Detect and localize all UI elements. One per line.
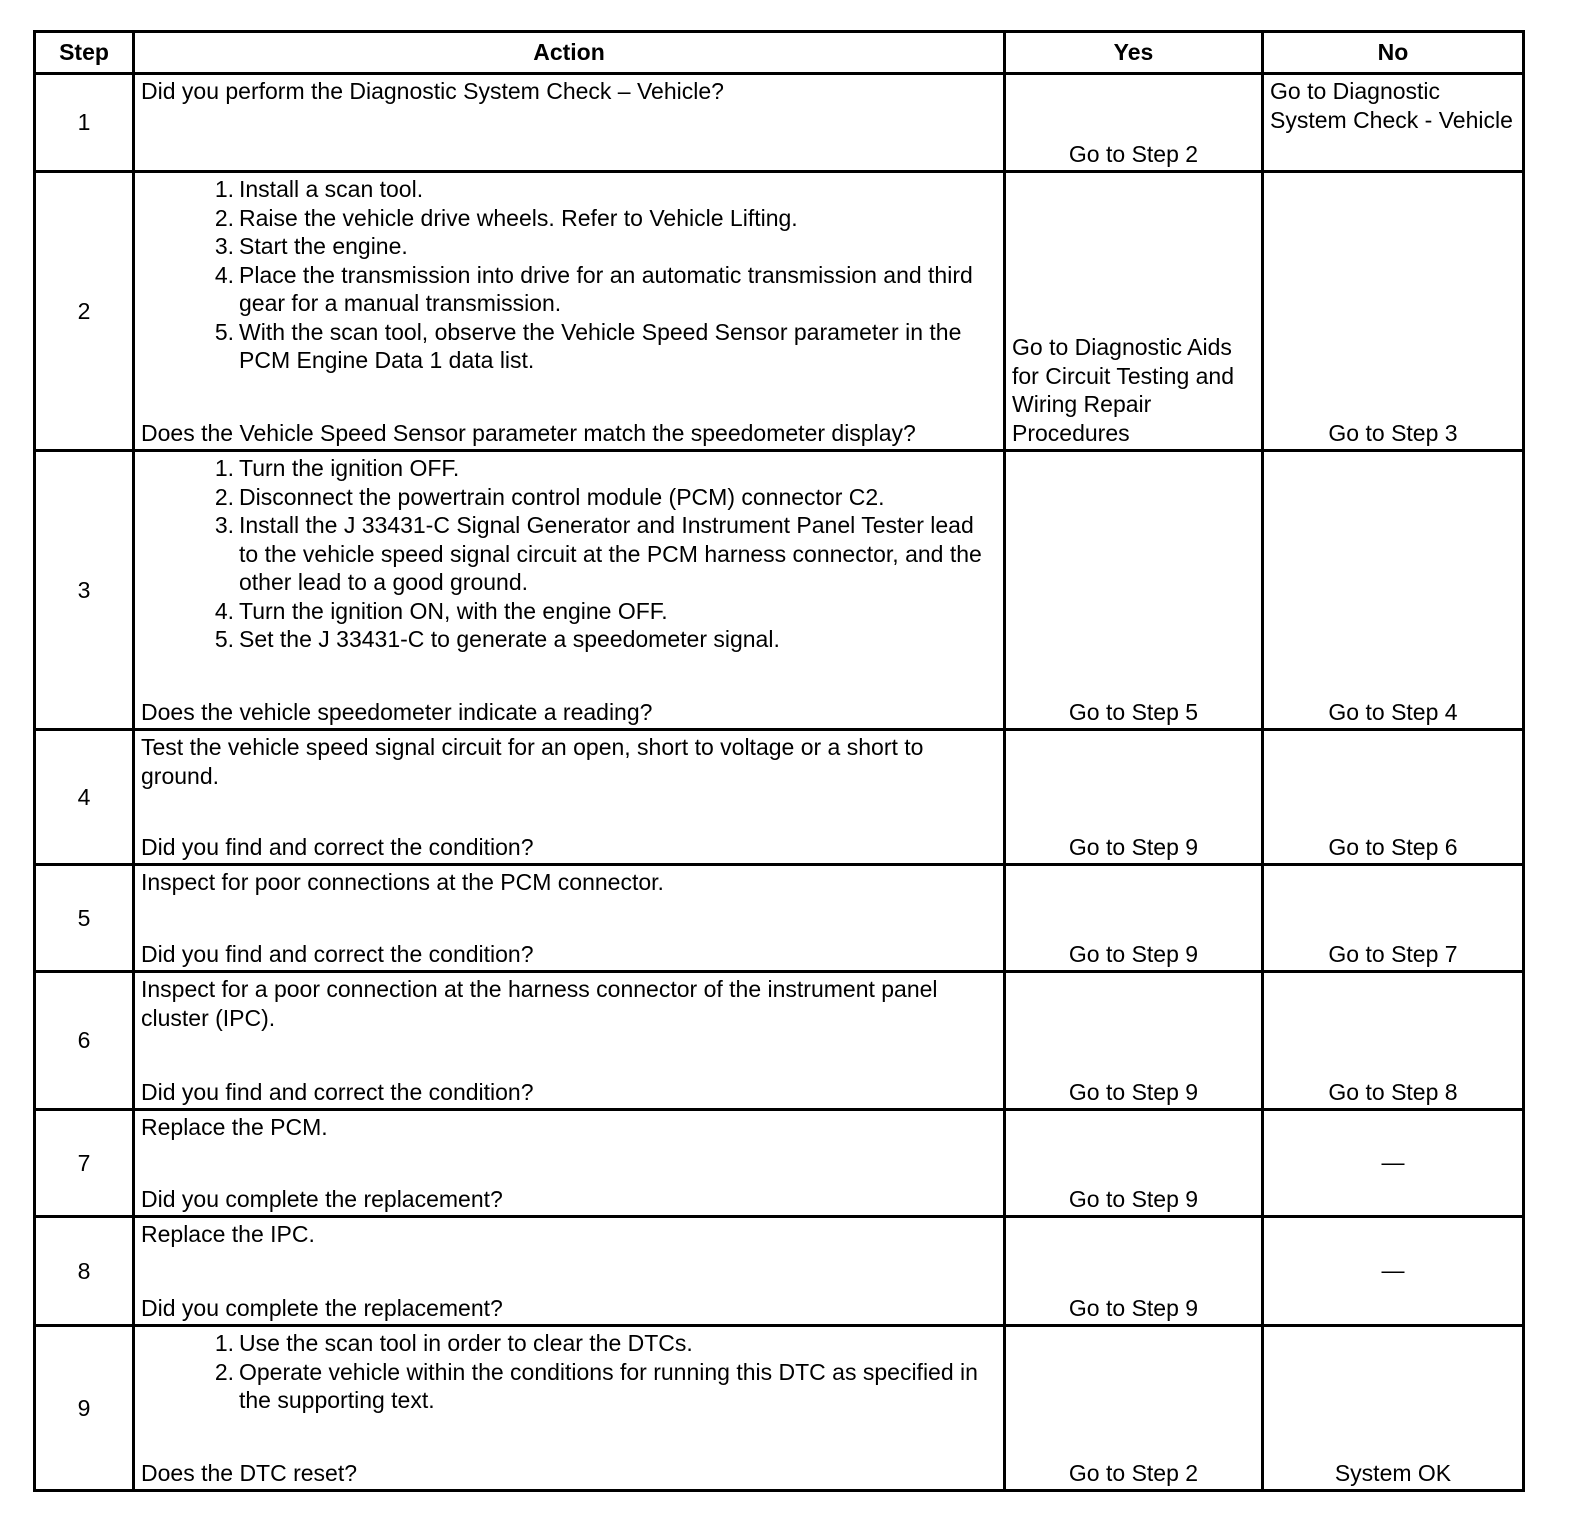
action-step-text: Operate vehicle within the conditions for running this DTC as specified in the supporting text. <box>239 1358 978 1413</box>
action-content <box>141 454 997 726</box>
action-step-number: 1. <box>214 455 234 481</box>
table-row <box>35 1217 1524 1326</box>
yes-result: Go to Step 9 <box>1005 1217 1263 1326</box>
yes-result: Go to Diagnostic Aids for Circuit Testing and Wiring Repair Procedures <box>1005 172 1263 451</box>
action-cell <box>134 74 1005 172</box>
action-instruction: Did you perform the Diagnostic System Check – Vehicle? <box>141 78 724 104</box>
action-step-text: Set the J 33431-C to generate a speedometer signal. <box>239 626 780 652</box>
action-step-item <box>141 483 997 512</box>
action-cell <box>134 451 1005 730</box>
action-question: Did you find and correct the condition? <box>141 1078 534 1105</box>
action-cell <box>134 1217 1005 1326</box>
action-step-number: 1. <box>214 176 234 202</box>
action-step-item <box>141 1358 997 1415</box>
action-content <box>141 733 997 861</box>
step-number: 2 <box>35 172 134 451</box>
action-step-text: Start the engine. <box>239 233 408 259</box>
yes-result: Go to Step 2 <box>1005 1326 1263 1491</box>
action-step-item <box>141 511 997 597</box>
yes-result: Go to Step 9 <box>1005 730 1263 865</box>
diagnostic-table <box>33 30 1525 1492</box>
action-step-text: Turn the ignition OFF. <box>239 455 460 481</box>
header-action: Action <box>134 32 1005 74</box>
action-step-text: Install the J 33431-C Signal Generator and Instrument Panel Tester lead to the vehicle speed signal circuit at the PCM harness connector, and the other lead to a good ground. <box>239 512 982 595</box>
action-step-text: With the scan tool, observe the Vehicle Speed Sensor parameter in the PCM Engine Data 1 data list. <box>239 318 962 373</box>
action-question: Does the Vehicle Speed Sensor parameter match the speedometer display? <box>141 419 916 446</box>
action-cell <box>134 865 1005 972</box>
action-content <box>141 77 997 168</box>
action-content <box>141 1220 997 1322</box>
action-step-text: Install a scan tool. <box>239 176 424 202</box>
action-step-number: 5. <box>214 318 234 345</box>
table-row <box>35 74 1524 172</box>
action-step-item <box>141 625 997 654</box>
action-instruction: Test the vehicle speed signal circuit for an open, short to voltage or a short to ground. <box>141 734 924 789</box>
action-step-item <box>141 175 997 204</box>
step-number: 9 <box>35 1326 134 1491</box>
action-step-number: 3. <box>214 512 234 538</box>
step-number: 3 <box>35 451 134 730</box>
header-yes: Yes <box>1005 32 1263 74</box>
action-step-number: 2. <box>214 483 234 510</box>
action-instruction: Replace the IPC. <box>141 1221 315 1247</box>
action-step-item <box>141 232 997 261</box>
header-step: Step <box>35 32 134 74</box>
action-step-text: Use the scan tool in order to clear the DTCs. <box>239 1330 693 1356</box>
no-result: — <box>1263 1110 1524 1217</box>
action-cell <box>134 1326 1005 1491</box>
action-content <box>141 1329 997 1487</box>
action-step-number: 3. <box>214 233 234 259</box>
action-step-number: 2. <box>214 1358 234 1385</box>
table-row <box>35 972 1524 1110</box>
action-cell <box>134 972 1005 1110</box>
step-number: 4 <box>35 730 134 865</box>
action-step-text: Raise the vehicle drive wheels. Refer to Vehicle Lifting. <box>239 204 798 231</box>
action-content <box>141 1113 997 1213</box>
table-row <box>35 730 1524 865</box>
table-row <box>35 1110 1524 1217</box>
action-question: Did you find and correct the condition? <box>141 833 534 860</box>
yes-result: Go to Step 9 <box>1005 972 1263 1110</box>
action-step-item <box>141 204 997 233</box>
action-content <box>141 175 997 447</box>
yes-result: Go to Step 9 <box>1005 1110 1263 1217</box>
action-step-item <box>141 1329 997 1358</box>
action-steps-list <box>141 175 997 375</box>
no-result: Go to Step 6 <box>1263 730 1524 865</box>
header-row <box>35 32 1524 74</box>
action-cell <box>134 1110 1005 1217</box>
table-row <box>35 172 1524 451</box>
table-row <box>35 451 1524 730</box>
yes-result: Go to Step 9 <box>1005 865 1263 972</box>
action-step-number: 1. <box>214 1330 234 1356</box>
step-number: 5 <box>35 865 134 972</box>
step-number: 7 <box>35 1110 134 1217</box>
action-question: Does the DTC reset? <box>141 1459 358 1486</box>
action-instruction: Inspect for poor connections at the PCM connector. <box>141 869 664 895</box>
action-step-item <box>141 318 997 375</box>
action-steps-list <box>141 454 997 654</box>
action-question: Did you find and correct the condition? <box>141 940 534 967</box>
action-content <box>141 975 997 1106</box>
action-question: Does the vehicle speedometer indicate a reading? <box>141 698 653 725</box>
no-result: System OK <box>1263 1326 1524 1491</box>
action-cell <box>134 730 1005 865</box>
action-question: Did you complete the replacement? <box>141 1185 503 1212</box>
action-step-item <box>141 454 997 483</box>
step-number: 1 <box>35 74 134 172</box>
table-row <box>35 1326 1524 1491</box>
action-step-number: 5. <box>214 626 234 652</box>
yes-result: Go to Step 5 <box>1005 451 1263 730</box>
action-step-number: 4. <box>214 261 234 288</box>
header-no: No <box>1263 32 1524 74</box>
action-step-text: Disconnect the powertrain control module (PCM) connector C2. <box>239 483 885 510</box>
table-row <box>35 865 1524 972</box>
action-step-number: 4. <box>214 597 234 624</box>
step-number: 8 <box>35 1217 134 1326</box>
no-result: Go to Step 7 <box>1263 865 1524 972</box>
action-step-text: Turn the ignition ON, with the engine OFF. <box>239 597 668 624</box>
action-instruction: Inspect for a poor connection at the harness connector of the instrument panel cluster (IPC). <box>141 976 938 1031</box>
no-result: Go to Step 8 <box>1263 972 1524 1110</box>
action-question: Did you complete the replacement? <box>141 1294 503 1321</box>
action-cell <box>134 172 1005 451</box>
action-content <box>141 868 997 968</box>
action-steps-list <box>141 1329 997 1415</box>
action-step-number: 2. <box>214 204 234 231</box>
no-result: Go to Diagnostic System Check - Vehicle <box>1263 74 1524 172</box>
no-result: Go to Step 4 <box>1263 451 1524 730</box>
no-result: Go to Step 3 <box>1263 172 1524 451</box>
no-result: — <box>1263 1217 1524 1326</box>
yes-result: Go to Step 2 <box>1005 74 1263 172</box>
action-step-item <box>141 597 997 626</box>
action-step-item <box>141 261 997 318</box>
step-number: 6 <box>35 972 134 1110</box>
action-instruction: Replace the PCM. <box>141 1114 328 1140</box>
action-step-text: Place the transmission into drive for an automatic transmission and third gear for a manual transmission. <box>239 261 973 316</box>
